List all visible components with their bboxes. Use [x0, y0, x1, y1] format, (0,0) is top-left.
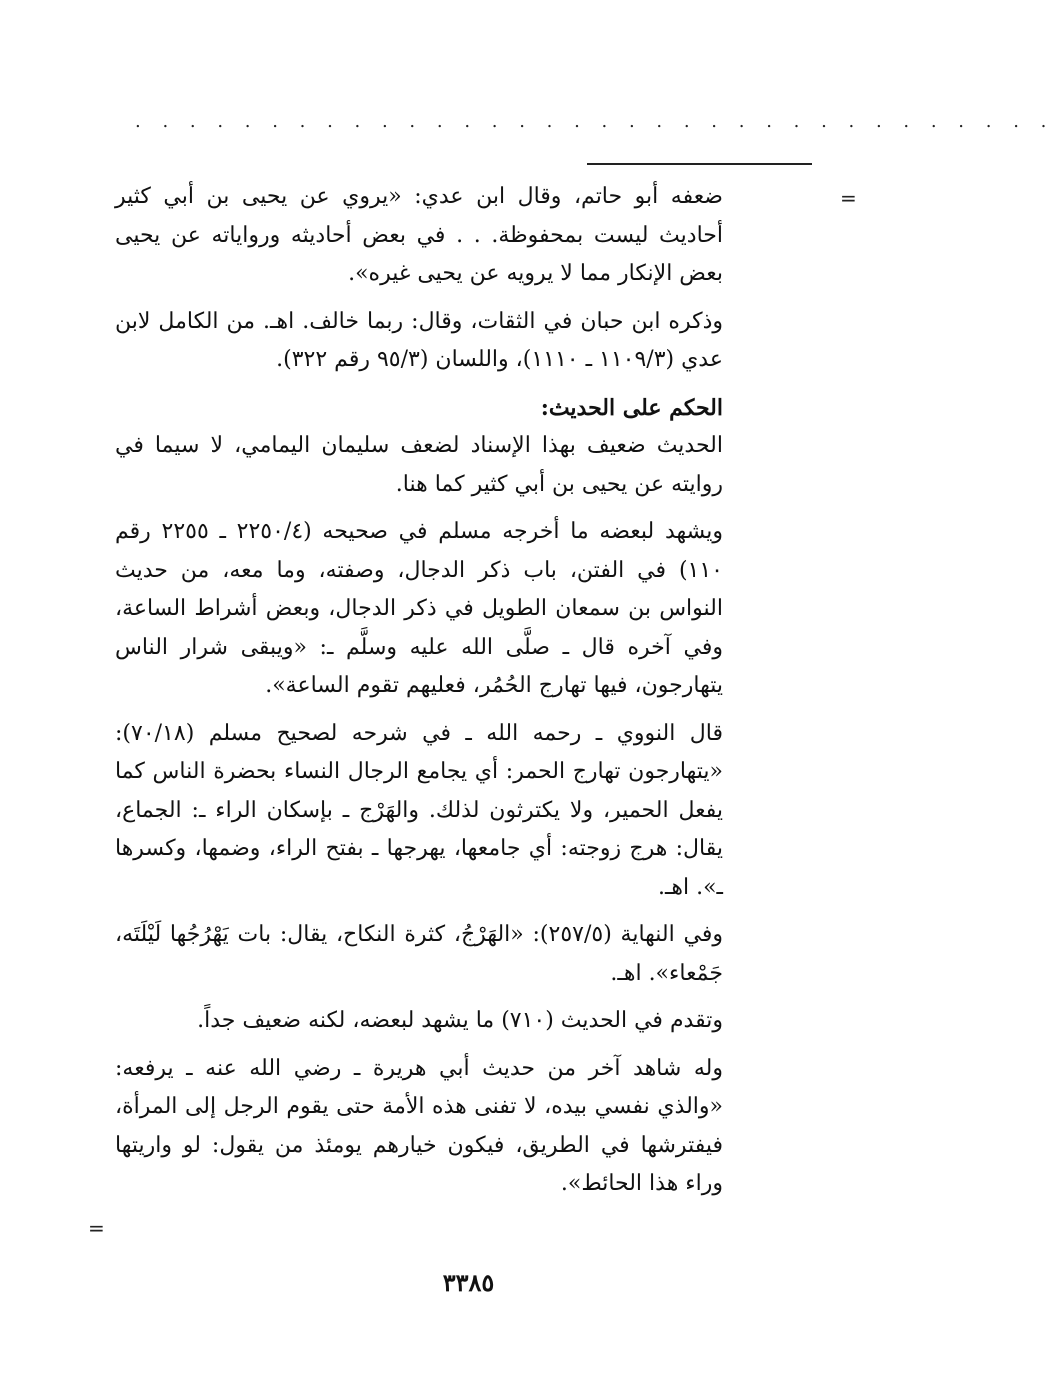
continuation-marker-bottom: =: [88, 1216, 105, 1240]
page-number: ٣٣٨٥: [442, 1268, 495, 1297]
header-dotted-line: . . . . . . . . . . . . . . . . . . . . . . . . . . . . . . . . . .: [135, 111, 1054, 132]
paragraph-nawawi: قال النووي ـ رحمه الله ـ في شرحه لصحيح مسلم (٧٠/١٨): «يتهارجون تهارج الحمر: أي يجامع الرجال النساء بحضرة الناس كما يفعل الحمير، ولا يكترثون لذلك. والهَرْج ـ بإسكان الراء ـ: الجماع، يقال: هرج زوجته: أي جامعها، يهرجها ـ بفتح الراء، وضمها، وكسرها ـ». اهـ.: [115, 720, 723, 900]
footnote-body: [115, 178, 723, 1213]
section-heading-ruling: الحكم على الحديث:: [540, 394, 723, 421]
paragraph-ruling: الحديث ضعيف بهذا الإسناد لضعف سليمان اليمامي، لا سيما في روايته عن يحيى بن أبي كثير كما هنا.: [115, 433, 723, 497]
paragraph-hadith-710: وتقدم في الحديث (٧١٠) ما يشهد لبعضه، لكنه ضعيف جداً.: [197, 1008, 723, 1033]
paragraph-nihaya: وفي النهاية (٢٥٧/٥): «الهَرْجُ، كثرة النكاح، يقال: بات يَهْرُجُها لَيْلَتَه، جَمْعاء». اهـ.: [115, 922, 723, 986]
paragraph-ibn-hibban: وذكره ابن حبان في الثقات، وقال: ربما خالف. اهـ. من الكامل لابن عدي (١١٠٩/٣ ـ ١١١٠)، واللسان (٩٥/٣ رقم ٣٢٢).: [115, 308, 723, 372]
paragraph-abu-hurayra: وله شاهد آخر من حديث أبي هريرة ـ رضي الله عنه ـ يرفعه: «والذي نفسي بيده، لا تفنى هذه الأمة حتى يقوم الرجل إلى المرأة، فيفترشها في الطريق، فيكون خيارهم يومئذ من يقول: لو واريتها وراء هذا الحائط».: [115, 1055, 723, 1196]
paragraph-weakness: ضعفه أبو حاتم، وقال ابن عدي: «يروي عن يحيى بن أبي كثير أحاديث ليست بمحفوظة. . . في بعض أحاديثه ورواياته عن يحيى بعض الإنكار مما لا يرويه عن يحيى غيره».: [115, 184, 723, 286]
paragraph-muslim-witness: ويشهد لبعضه ما أخرجه مسلم في صحيحه (٢٢٥٠/٤ ـ ٢٢٥٥ رقم ١١٠) في الفتن، باب ذكر الدجال، وصفته، وما معه، من حديث النواس بن سمعان الطويل في ذكر الدجال، وبعض أشراط الساعة، وفي آخره قال ـ صلَّى الله عليه وسلَّم ـ: «ويبقى شرار الناس يتهارجون، فيها تهارج الحُمُر، فعليهم تقوم الساعة».: [115, 519, 724, 698]
footnote-separator: [587, 163, 812, 165]
continuation-marker-top: =: [840, 186, 857, 210]
